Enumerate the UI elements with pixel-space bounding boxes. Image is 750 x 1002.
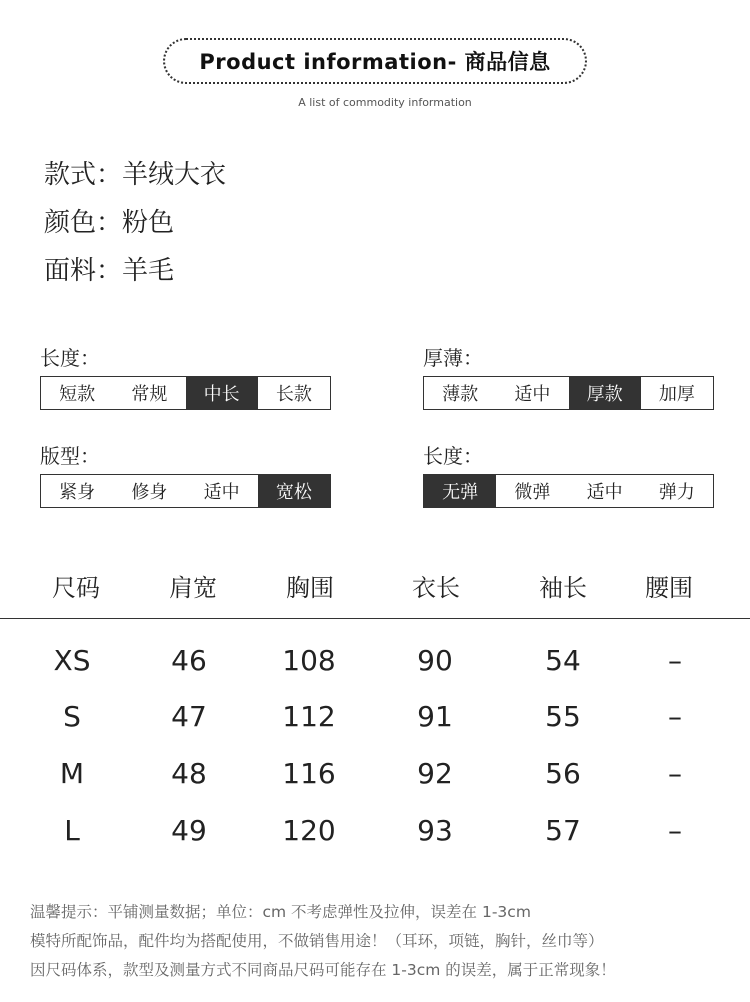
fit-options [40, 474, 331, 508]
table-row [0, 757, 750, 797]
cell-waist: – [668, 700, 682, 733]
product-info-header [163, 38, 587, 84]
note-measurement: 温馨提示：平铺测量数据；单位：cm 不考虑弹性及拉伸，误差在 1-3cm [30, 903, 531, 921]
header-sleeve: 袖长 [539, 574, 587, 602]
option-slim: 修身 [131, 482, 168, 503]
thickness-label: 厚薄： [423, 346, 483, 370]
length-label: 长度： [40, 346, 100, 370]
table-divider [0, 618, 750, 619]
stretch-label: 长度： [423, 444, 483, 468]
cell-length: 92 [417, 757, 453, 790]
option-no-stretch-selected: 无弹 [424, 475, 496, 507]
thickness-options [423, 376, 714, 410]
cell-shoulder: 47 [171, 700, 207, 733]
option-tight: 紧身 [59, 482, 96, 503]
stretch-options [423, 474, 714, 508]
cell-chest: 120 [282, 814, 336, 847]
table-row [0, 700, 750, 740]
header-shoulder: 肩宽 [169, 574, 217, 602]
option-thin: 薄款 [442, 384, 479, 405]
cell-sleeve: 56 [545, 757, 581, 790]
cell-size: S [63, 700, 81, 733]
header-chest: 胸围 [286, 574, 334, 602]
header-title: Product information- 商品信息 [199, 50, 551, 74]
header-length: 衣长 [412, 574, 460, 602]
cell-shoulder: 48 [171, 757, 207, 790]
cell-shoulder: 49 [171, 814, 207, 847]
cell-length: 93 [417, 814, 453, 847]
cell-length: 91 [417, 700, 453, 733]
fit-label: 版型： [40, 444, 100, 468]
option-elastic: 弹力 [658, 482, 695, 503]
option-loose-selected: 宽松 [258, 475, 330, 507]
attribute-style: 款式：羊绒大衣 [44, 160, 227, 190]
option-slight-stretch: 微弹 [514, 482, 551, 503]
attribute-fabric: 面料：羊毛 [44, 256, 175, 286]
attribute-color: 颜色：粉色 [44, 208, 175, 238]
note-size-variance: 因尺码体系，款型及测量方式不同商品尺码可能存在 1-3cm 的误差，属于正常现象！ [30, 961, 616, 979]
cell-waist: – [668, 814, 682, 847]
cell-length: 90 [417, 644, 453, 677]
cell-sleeve: 57 [545, 814, 581, 847]
option-short: 短款 [59, 384, 96, 405]
option-medium: 适中 [514, 384, 551, 405]
size-table-header [0, 568, 750, 608]
option-thick-selected: 厚款 [569, 377, 641, 409]
notes [30, 898, 730, 985]
cell-size: XS [53, 644, 91, 677]
cell-waist: – [668, 757, 682, 790]
header-waist: 腰围 [645, 574, 693, 602]
cell-size: M [59, 757, 85, 790]
cell-sleeve: 55 [545, 700, 581, 733]
cell-size: L [64, 814, 80, 847]
cell-chest: 108 [282, 644, 336, 677]
option-long: 长款 [275, 384, 312, 405]
header-size: 尺码 [52, 574, 100, 602]
option-regular: 常规 [131, 384, 168, 405]
option-extra-thick: 加厚 [658, 384, 695, 405]
option-moderate: 适中 [203, 482, 240, 503]
cell-waist: – [668, 644, 682, 677]
note-accessories: 模特所配饰品，配件均为搭配使用，不做销售用途！（耳环，项链，胸针，丝巾等） [30, 932, 604, 950]
option-moderate-stretch: 适中 [586, 482, 623, 503]
cell-chest: 112 [282, 700, 336, 733]
table-row [0, 814, 750, 854]
table-row [0, 644, 750, 684]
header-subtitle: A list of commodity information [298, 96, 472, 109]
length-options [40, 376, 331, 410]
cell-sleeve: 54 [545, 644, 581, 677]
cell-chest: 116 [282, 757, 336, 790]
option-mid-length-selected: 中长 [186, 377, 258, 409]
cell-shoulder: 46 [171, 644, 207, 677]
